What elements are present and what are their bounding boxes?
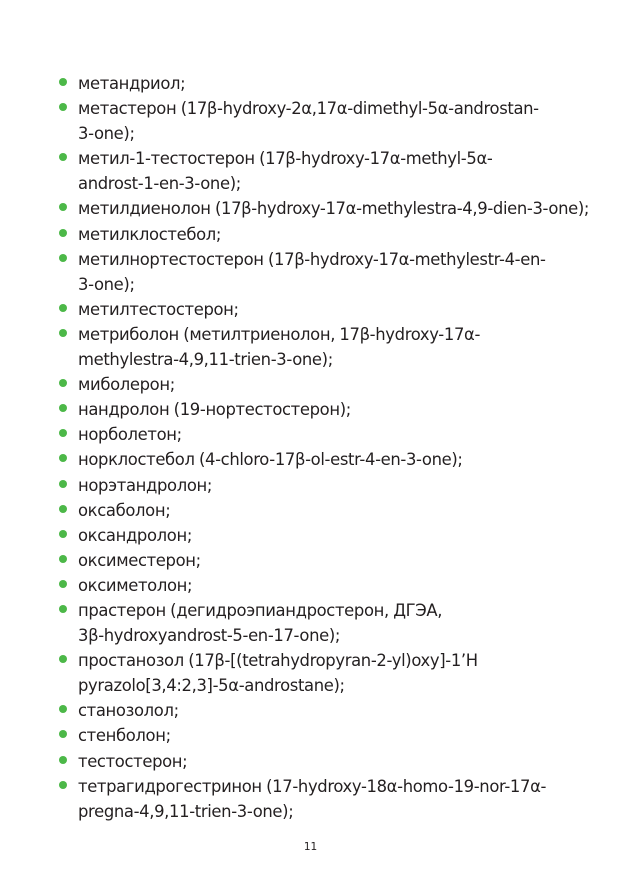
list-item-text: тетрагидрогестринон (17-hydroxy-18α-homo-19-nor-17α-: [78, 776, 547, 796]
list-item: [56, 397, 566, 422]
bullet-icon: [59, 705, 67, 713]
list-item-text: оксаболон;: [78, 500, 171, 520]
list-item-text: миболерон;: [78, 375, 175, 395]
list-item: [56, 774, 566, 824]
list-item: [56, 548, 566, 573]
list-item: [56, 146, 566, 196]
list-item-text: тестостерон;: [78, 751, 188, 771]
list-item: [56, 749, 566, 774]
bullet-icon: [59, 379, 67, 387]
list-item: [56, 247, 566, 297]
list-item-text: метастерон (17β-hydroxy-2α,17α-dimethyl-5α-androstan-: [78, 99, 539, 119]
bullet-icon: [59, 480, 67, 488]
list-item: [56, 698, 566, 723]
list-item: [56, 422, 566, 447]
list-item-text: простанозол (17β-[(tetrahydropyran-2-yl)oxy]-1’H: [78, 651, 478, 671]
bullet-icon: [59, 580, 67, 588]
list-item: [56, 447, 566, 472]
list-item-text: 3-one);: [78, 274, 135, 294]
bullet-icon: [59, 555, 67, 563]
list-item: [56, 71, 566, 96]
list-item-text: оксиметолон;: [78, 575, 193, 595]
list-item-text: норэтандролон;: [78, 475, 213, 495]
list-item: [56, 598, 566, 648]
list-item: [56, 648, 566, 698]
list-item: [56, 573, 566, 598]
list-item-text: станозолол;: [78, 701, 179, 721]
bullet-icon: [59, 404, 67, 412]
list-item-text: pyrazolo[3,4:2,3]-5α-androstane);: [78, 676, 345, 696]
bullet-icon: [59, 229, 67, 237]
bullet-icon: [59, 153, 67, 161]
bullet-icon: [59, 429, 67, 437]
list-item: [56, 322, 566, 372]
list-item: [56, 96, 566, 146]
bullet-icon: [59, 530, 67, 538]
list-item-text: нандролон (19-нортестостерон);: [78, 400, 351, 420]
bullet-icon: [59, 756, 67, 764]
list-item: [56, 196, 590, 221]
list-item-text: стенболон;: [78, 726, 171, 746]
list-item-text: метил-1-тестостерон (17β-hydroxy-17α-methyl-5α-: [78, 149, 493, 169]
list-item: [56, 723, 566, 748]
list-item: [56, 297, 566, 322]
list-item-text: 3-one);: [78, 124, 135, 144]
bullet-icon: [59, 730, 67, 738]
bullet-icon: [59, 254, 67, 262]
list-item-text: прастерон (дегидроэпиандростерон, ДГЭА,: [78, 600, 443, 620]
bullet-icon: [59, 78, 67, 86]
list-item-text: метилклостебол;: [78, 224, 222, 244]
list-item-text: methylestra-4,9,11-trien-3-one);: [78, 350, 333, 370]
list-item: [56, 523, 566, 548]
list-item-text: метандриол;: [78, 74, 186, 93]
bullet-icon: [59, 203, 67, 211]
list-item-text: оксиместерон;: [78, 550, 201, 570]
bullet-icon: [59, 329, 67, 337]
list-item-text: норболетон;: [78, 425, 182, 445]
bullet-icon: [59, 605, 67, 613]
list-item-text: метилтестостерон;: [78, 299, 239, 319]
list-item: [56, 372, 566, 397]
list-item: [56, 473, 566, 498]
bullet-icon: [59, 655, 67, 663]
list-item: [56, 222, 566, 247]
page-number: 11: [303, 841, 318, 853]
list-item-text: метриболон (метилтриенолон, 17β-hydroxy-17α-: [78, 324, 481, 344]
bullet-icon: [59, 304, 67, 312]
substance-list: [56, 71, 590, 824]
list-item-text: 3β-hydroxyandrost-5-en-17-one);: [78, 626, 341, 646]
bullet-icon: [59, 781, 67, 789]
list-item: [56, 498, 566, 523]
list-item-text: androst-1-en-3-one);: [78, 174, 241, 194]
list-item-text: норклостебол (4-chloro-17β-ol-estr-4-en-3-one);: [78, 450, 463, 470]
list-item-text: pregna-4,9,11-trien-3-one);: [78, 801, 294, 821]
list-item-text: метилнортестостерон (17β-hydroxy-17α-methylestr-4-en-: [78, 249, 546, 269]
bullet-icon: [59, 454, 67, 462]
bullet-icon: [59, 505, 67, 513]
list-item-text: оксандролон;: [78, 525, 193, 545]
list-item-text: метилдиенолон (17β-hydroxy-17α-methylestra-4,9-dien-3-one);: [78, 199, 590, 219]
bullet-icon: [59, 103, 67, 111]
